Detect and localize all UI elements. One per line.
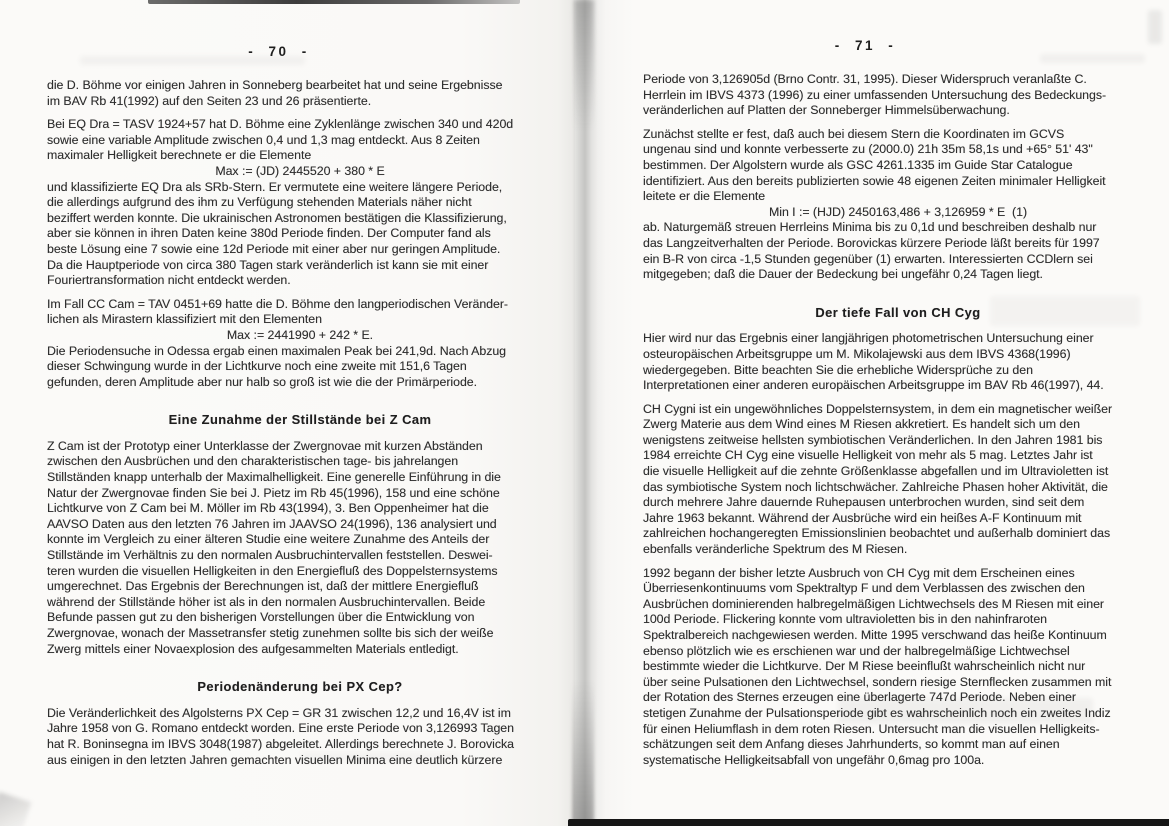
formula-line: Max := 2441990 + 242 * E. — [226, 327, 374, 342]
text-line: aus einigen in den letzten Jahren gemachten visuellen Minima eine deutlich kürzere — [47, 752, 503, 767]
text-line: leitete er die Elemente — [643, 189, 766, 204]
text-line: gefunden, deren Amplitude aber nur halb so groß ist wie die der Primärperiode. — [47, 374, 478, 389]
text-line: Stillstände im Verhältnis zu den normalen Ausbruchintervallen feststellen. Deswei- — [47, 548, 493, 563]
paragraph — [47, 439, 553, 657]
text-line: ab. Naturgemäß streuen Herrleins Minima bis zu 0,1d und beschreiben deshalb nur — [643, 220, 1097, 235]
text-line: beste Lösung eine 7 sowie eine 12d Periode mit einer aber nur geringen Amplitude. — [47, 241, 501, 256]
text-line: systematische Helligkeitsabfall von ungefähr 0,6mag pro 100a. — [643, 752, 985, 767]
text-line: Da die Hauptperiode von circa 380 Tagen stark veränderlich ist kann sie mit einer — [47, 257, 489, 272]
text-line: die allerdings aufgrund des ihm zu Verfügung stehenden Materials näher nicht — [47, 195, 472, 210]
text-line: zwischen den Ausbrüchen und den charakteristischen tage- bis jahrelangen — [47, 454, 459, 469]
text-line: wenigstens zeitweise hellsten symbiotischen Veränderlichen. In den Jahren 1981 bis — [643, 432, 1103, 447]
text-line: der Rotation des Sternes erzeugen eine überlagerte 747d Periode. Neben einer — [643, 690, 1076, 705]
text-line: Stillständen knapp unterhalb der Maximalhelligkeit. Eine generelle Einführung in die — [47, 470, 501, 485]
text-line: Überriesenkontinuums vom Spektraltyp F und dem Verblassen des zwischen den — [643, 581, 1085, 596]
text-line: Spektralbereich nachgewiesen werden. Mitte 1995 verschwand das heiße Kontinuum — [643, 628, 1107, 642]
text-line: schätzungen seit dem Anfang dieses Jahrhunderts, so kommt man auf einen — [643, 737, 1060, 752]
page-content — [643, 72, 1153, 776]
text-line: während der Stillstände höher ist als in den normalen Ausbruchintervallen. Beide — [47, 594, 486, 609]
section-heading: Periodenänderung bei PX Cep? — [197, 679, 403, 695]
paragraph — [47, 180, 553, 289]
paragraph — [643, 127, 1153, 205]
text-line: ungenau sind und konnte verbesserte zu (2000.0) 21h 35m 58,1s und +65° 51' 43" — [643, 142, 1093, 157]
text-line: wiedergegeben. Bitte beachten Sie die erhebliche Widersprüche zu den — [643, 362, 1033, 377]
formula-line: Max := (JD) 2445520 + 380 * E — [215, 163, 385, 178]
page-number: - 70 - — [248, 44, 309, 59]
text-line: ebenfalls veränderliche Spektrum des M Riesen. — [643, 542, 908, 557]
paragraph — [47, 344, 553, 391]
text-line: ebenso plötzlich wie es erschienen war und der halbregelmäßige Lichtwechsel — [643, 643, 1070, 658]
text-line: maximaler Helligkeit berechnete er die Elemente — [47, 148, 312, 163]
paragraph — [47, 706, 553, 768]
paragraph — [643, 220, 1153, 282]
text-line: Im Fall CC Cam = TAV 0451+69 hatte die D. Böhme den langperiodischen Veränder- — [47, 296, 509, 311]
text-line: Periode von 3,126905d (Brno Contr. 31, 1995). Dieser Widerspruch veranlaßte C. — [643, 72, 1087, 86]
text-line: identifiziert. Aus den bereits publizierten sowie 48 eigenen Zeiten minimaler Helligkeit — [643, 173, 1106, 188]
section-heading: Eine Zunahme der Stillstände bei Z Cam — [168, 412, 432, 428]
text-line: aber sie können in ihren Daten keine 380d Periode finden. Der Computer fand als — [47, 226, 491, 241]
text-line: osteuropäischen Arbeitsgruppe um M. Mikolajewski aus dem IBVS 4368(1996) — [643, 346, 1071, 361]
text-line: Zwerg mittels einer Novaexplosion des aufgesammelten Materials entledigt. — [47, 641, 459, 656]
text-line: Die Periodensuche in Odessa ergab einen maximalen Peak bei 241,9d. Nach Abzug — [47, 343, 507, 358]
text-line: zahlreichen hochangeregten Emissionslinien beobachtet und außerhalb dominiert das — [643, 526, 1111, 541]
page-content — [47, 78, 553, 776]
text-line: Ausbrüchen dominierenden halbregelmäßigen Lichtwechsels des M Riesen mit einer — [643, 596, 1104, 611]
text-line: stetigen Zunahme der Pulsationsperiode gibt es wahrscheinlich noch ein zweites Indiz — [643, 705, 1111, 720]
text-line: umgerechnet. Das Ergebnis der Berechnungen ist, daß der mittlere Energiefluß — [47, 579, 479, 594]
text-line: für einen Heliumflash in dem roten Riesen. Untersucht man die visuellen Helligkeits- — [643, 721, 1100, 736]
text-line: mitgegeben; daß die Dauer der Bedeckung bei ungefähr 0,24 Tagen liegt. — [643, 267, 1043, 282]
text-line: beziffert werden konnte. Die ukrainischen Astronomen bestätigen die Klassifizierung, — [47, 210, 507, 225]
paragraph — [643, 402, 1153, 558]
text-line: das Langzeitverhalten der Periode. Borovickas kürzere Periode läßt bereits für 1997 — [643, 235, 1100, 250]
paragraph — [47, 297, 553, 328]
text-line: das symbiotische System noch lichtschwächer. Zahlreiche Phasen hoher Aktivität, die — [643, 479, 1108, 494]
text-line: Herrlein im IBVS 4373 (1996) zu einer umfassenden Untersuchung des Bedeckungs- — [643, 87, 1107, 102]
text-line: ein B-R von circa -1,5 Stunden gegenüber (1) erwarten. Interessierten CCDlern sei — [643, 251, 1093, 266]
text-line: Fouriertransformation nicht entdeckt werden. — [47, 273, 291, 288]
paragraph — [643, 566, 1153, 769]
text-line: Die Veränderlichkeit des Algolsterns PX Cep = GR 31 zwischen 12,2 und 16,4V ist im — [47, 705, 511, 720]
text-line: die D. Böhme vor einigen Jahren in Sonneberg bearbeitet hat und seine Ergebnisse — [47, 78, 503, 92]
text-line: konnte im Vergleich zu einer älteren Studie eine weitere Zunahme des Anteils der — [47, 532, 490, 547]
text-line: und klassifizierte EQ Dra als SRb-Stern. Er vermutete eine weitere längere Periode, — [47, 179, 503, 194]
text-line: 1984 erreichte CH Cyg eine visuelle Helligkeit von mehr als 5 mag. Letztes Jahr ist — [643, 448, 1093, 463]
text-line: Zwergnovae, wonach der Massetransfer stetig zunehmen sollte bis sich der weiße — [47, 626, 494, 640]
formula-line: Min I := (HJD) 2450163,486 + 3,126959 * E (1) — [768, 204, 1028, 219]
paragraph — [643, 331, 1153, 393]
text-line: Zunächst stellte er fest, daß auch bei diesem Stern die Koordinaten im GCVS — [643, 126, 1065, 141]
page-70 — [0, 0, 575, 826]
text-line: AAVSO Daten aus den letzten 76 Jahren im JAAVSO 24(1996), 136 analysiert und — [47, 516, 497, 531]
text-line: Zwerg Materie aus dem Wind eines M Riesen akkretiert. Es handelt sich um den — [643, 417, 1080, 432]
paragraph — [643, 72, 1153, 119]
text-line: Befunde passen gut zu den bisherigen Vorstellungen über die Entwicklung von — [47, 610, 475, 625]
text-line: Natur der Zwergnovae finden Sie bei J. Pietz im Rb 45(1996), 158 und eine schöne — [47, 485, 500, 500]
text-line: teren wurden die visuellen Helligkeiten in den Energiefluß des Doppelsternsystems — [47, 563, 498, 578]
text-line: Interpretationen einer anderen europäischen Arbeitsgruppe im BAV Rb 46(1997), 44. — [643, 378, 1104, 393]
text-line: bestimmte wieder die Lichtkurve. Der M Riese beeinflußt wahrscheinlich nicht nur — [643, 659, 1086, 674]
section-heading: Der tiefe Fall von CH Cyg — [815, 304, 981, 320]
text-line: die visuelle Helligkeit auf die zehnte Größenklasse abgefallen und im Ultravioletten ist — [643, 464, 1109, 479]
text-line: veränderlichen auf Platten der Sonneberger Himmelsüberwachung. — [643, 103, 1010, 118]
text-line: Lichtkurve von Z Cam bei M. Möller im Rb 43(1994), 3. Ben Oppenheimer hat die — [47, 501, 489, 516]
text-line: hat R. Boninsegna im IBVS 3048(1987) abgeleitet. Allerdings berechnete J. Borovicka — [47, 736, 514, 751]
text-line: sowie eine variable Amplitude zwischen 0,4 und 1,3 mag entdeckt. Aus 8 Zeiten — [47, 132, 480, 147]
paragraph — [47, 117, 553, 164]
text-line: Bei EQ Dra = TASV 1924+57 hat D. Böhme eine Zyklenlänge zwischen 340 und 420d — [47, 117, 514, 132]
paragraph — [47, 78, 553, 109]
text-line: über seine Pulsationen den Lichtwechsel, sondern riesige Sternflecken zusammen mit — [643, 674, 1112, 689]
text-line: im BAV Rb 41(1992) auf den Seiten 23 und 26 präsentierte. — [47, 93, 372, 108]
text-line: Jahre 1963 bekannt. Während der Ausbrüche wird ein heißes A-F Kontinuum mit — [643, 510, 1082, 525]
page-number: - 71 - — [834, 38, 896, 53]
text-line: 1992 begann der bisher letzte Ausbruch von CH Cyg mit dem Erscheinen eines — [643, 565, 1075, 580]
text-line: lichen als Mirastern klassifiziert mit den Elementen — [47, 312, 322, 327]
text-line: Z Cam ist der Prototyp einer Unterklasse der Zwergnovae mit kurzen Abständen — [47, 438, 483, 453]
text-line: dieser Schwingung wurde in der Lichtkurve noch eine zweite mit 151,6 Tagen — [47, 359, 467, 374]
text-line: Jahre 1958 von G. Romano entdeckt worden. Eine erste Periode von 3,126993 Tagen — [47, 721, 514, 736]
page-71 — [575, 0, 1169, 826]
text-line: Hier wird nur das Ergebnis einer langjährigen photometrischen Untersuchung einer — [643, 331, 1094, 346]
text-line: durch mehrere Jahre dauernde Ruhepausen unterbrochen wurden, sind seit dem — [643, 495, 1085, 510]
text-line: 100d Periode. Flickering konnte vom ultravioletten bis in den nahinfraroten — [643, 612, 1048, 627]
text-line: CH Cygni ist ein ungewöhnliches Doppelsternsystem, in dem ein magnetischer weißer — [643, 401, 1113, 416]
text-line: bestimmen. Der Algolstern wurde als GSC 4261.1335 im Guide Star Catalogue — [643, 157, 1073, 172]
